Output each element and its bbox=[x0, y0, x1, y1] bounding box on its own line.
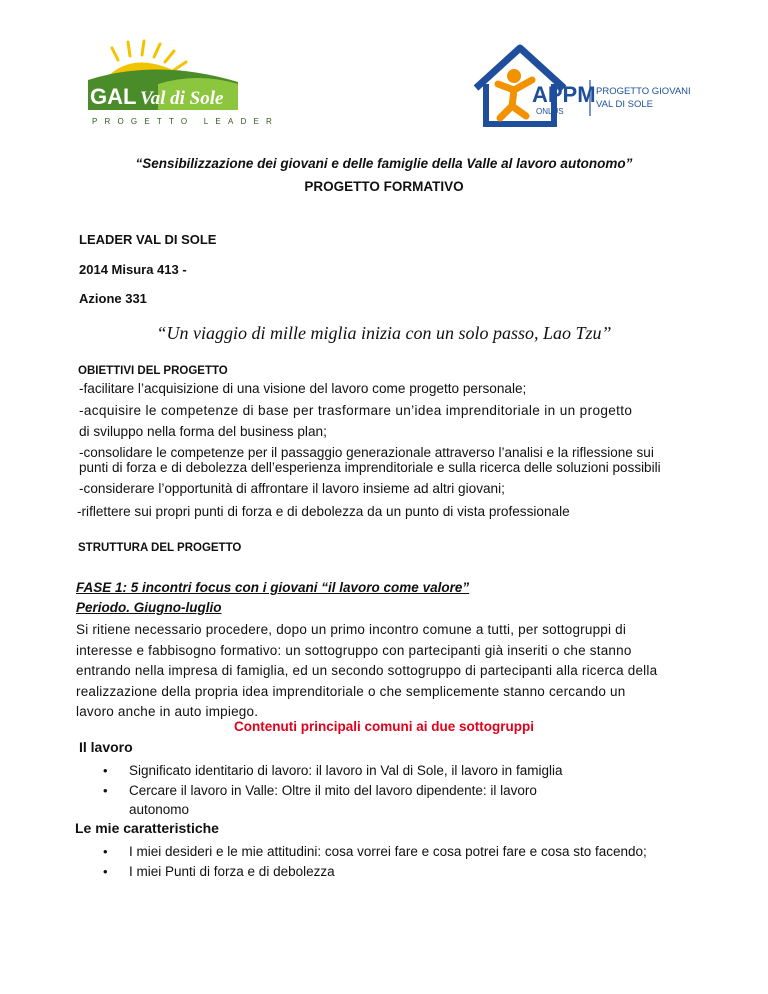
bullet-icon: • bbox=[103, 763, 108, 778]
objective-line: di sviluppo nella forma del business plan; bbox=[79, 424, 327, 439]
meta-azione: Azione 331 bbox=[79, 291, 147, 306]
page-title: PROGETTO FORMATIVO bbox=[304, 179, 464, 194]
contents-heading: Contenuti principali comuni ai due sottogruppi bbox=[234, 719, 534, 734]
list-item: • I miei Punti di forza e di debolezza bbox=[103, 864, 335, 879]
objective-line: -riflettere sui propri punti di forza e di debolezza da un punto di vista professionale bbox=[77, 504, 570, 519]
meta-misura: 2014 Misura 413 - bbox=[79, 262, 187, 277]
description-line: realizzazione della propria idea imprenditoriale o che semplicemente stanno cercando un bbox=[76, 683, 626, 699]
section-title-caratteristiche: Le mie caratteristiche bbox=[75, 820, 219, 836]
svg-text:Val di Sole: Val di Sole bbox=[140, 88, 224, 109]
description-line: interesse e fabbisogno formativo: un sottogruppo con partecipanti già inseriti o che stanno bbox=[76, 642, 632, 658]
section-title-lavoro: Il lavoro bbox=[79, 739, 133, 755]
svg-text:APPM: APPM bbox=[532, 82, 596, 107]
svg-text:GAL: GAL bbox=[90, 84, 137, 109]
bullet-icon: • bbox=[103, 844, 108, 859]
objective-line: -consolidare le competenze per il passaggio generazionale attraverso l’analisi e la riflessione sui bbox=[79, 445, 654, 460]
project-subtitle: “Sensibilizzazione dei giovani e delle famiglie della Valle al lavoro autonomo” bbox=[135, 156, 633, 171]
description-line: entrando nella impresa di famiglia, ed un secondo sottogruppo di partecipanti alla ricerca della bbox=[76, 663, 658, 678]
list-item: • I miei desideri e le mie attitudini: cosa vorrei fare e cosa potrei fare e cosa sto facendo; bbox=[103, 844, 647, 859]
bullet-icon: • bbox=[103, 783, 108, 798]
objective-line: -facilitare l’acquisizione di una visione del lavoro come progetto personale; bbox=[79, 381, 527, 396]
objective-line: -acquisire le competenze di base per trasformare un’idea imprenditoriale in un progetto bbox=[79, 403, 633, 418]
phase-description bbox=[76, 620, 696, 723]
bullet-icon: • bbox=[103, 864, 108, 879]
meta-leader: LEADER VAL DI SOLE bbox=[79, 232, 217, 247]
objective-line: -considerare l’opportunità di affrontare il lavoro insieme ad altri giovani; bbox=[79, 481, 505, 496]
svg-text:PROGETTO GIOVANI: PROGETTO GIOVANI bbox=[596, 86, 691, 97]
appm-onlus-logo bbox=[468, 42, 691, 128]
description-line: Si ritiene necessario procedere, dopo un primo incontro comune a tutti, per sottogruppi di bbox=[76, 622, 627, 637]
phase-title: FASE 1: 5 incontri focus con i giovani “il lavoro come valore” bbox=[76, 580, 470, 595]
svg-text:ONLUS: ONLUS bbox=[536, 107, 564, 116]
objective-line: punti di forza e di debolezza dell’esperienza imprenditoriale e sulla ricerca delle soluzioni possibili bbox=[79, 460, 661, 475]
list-item: • Cercare il lavoro in Valle: Oltre il mito del lavoro dipendente: il lavoro bbox=[103, 783, 537, 798]
svg-text:PROGETTO LEADER: PROGETTO LEADER bbox=[92, 117, 279, 126]
objectives-heading: OBIETTIVI DEL PROGETTO bbox=[78, 365, 228, 377]
gal-val-di-sole-logo bbox=[78, 38, 279, 130]
description-line: lavoro anche in auto impiego. bbox=[76, 704, 259, 719]
quote: “Un viaggio di mille miglia inizia con un solo passo, Lao Tzu” bbox=[156, 323, 612, 343]
list-item: • Significato identitario di lavoro: il lavoro in Val di Sole, il lavoro in famiglia bbox=[103, 763, 563, 778]
svg-text:VAL DI SOLE: VAL DI SOLE bbox=[596, 99, 654, 110]
structure-heading: STRUTTURA DEL PROGETTO bbox=[78, 542, 242, 554]
phase-period: Periodo. Giugno-luglio bbox=[76, 600, 222, 615]
list-item-continuation: autonomo bbox=[129, 802, 190, 817]
